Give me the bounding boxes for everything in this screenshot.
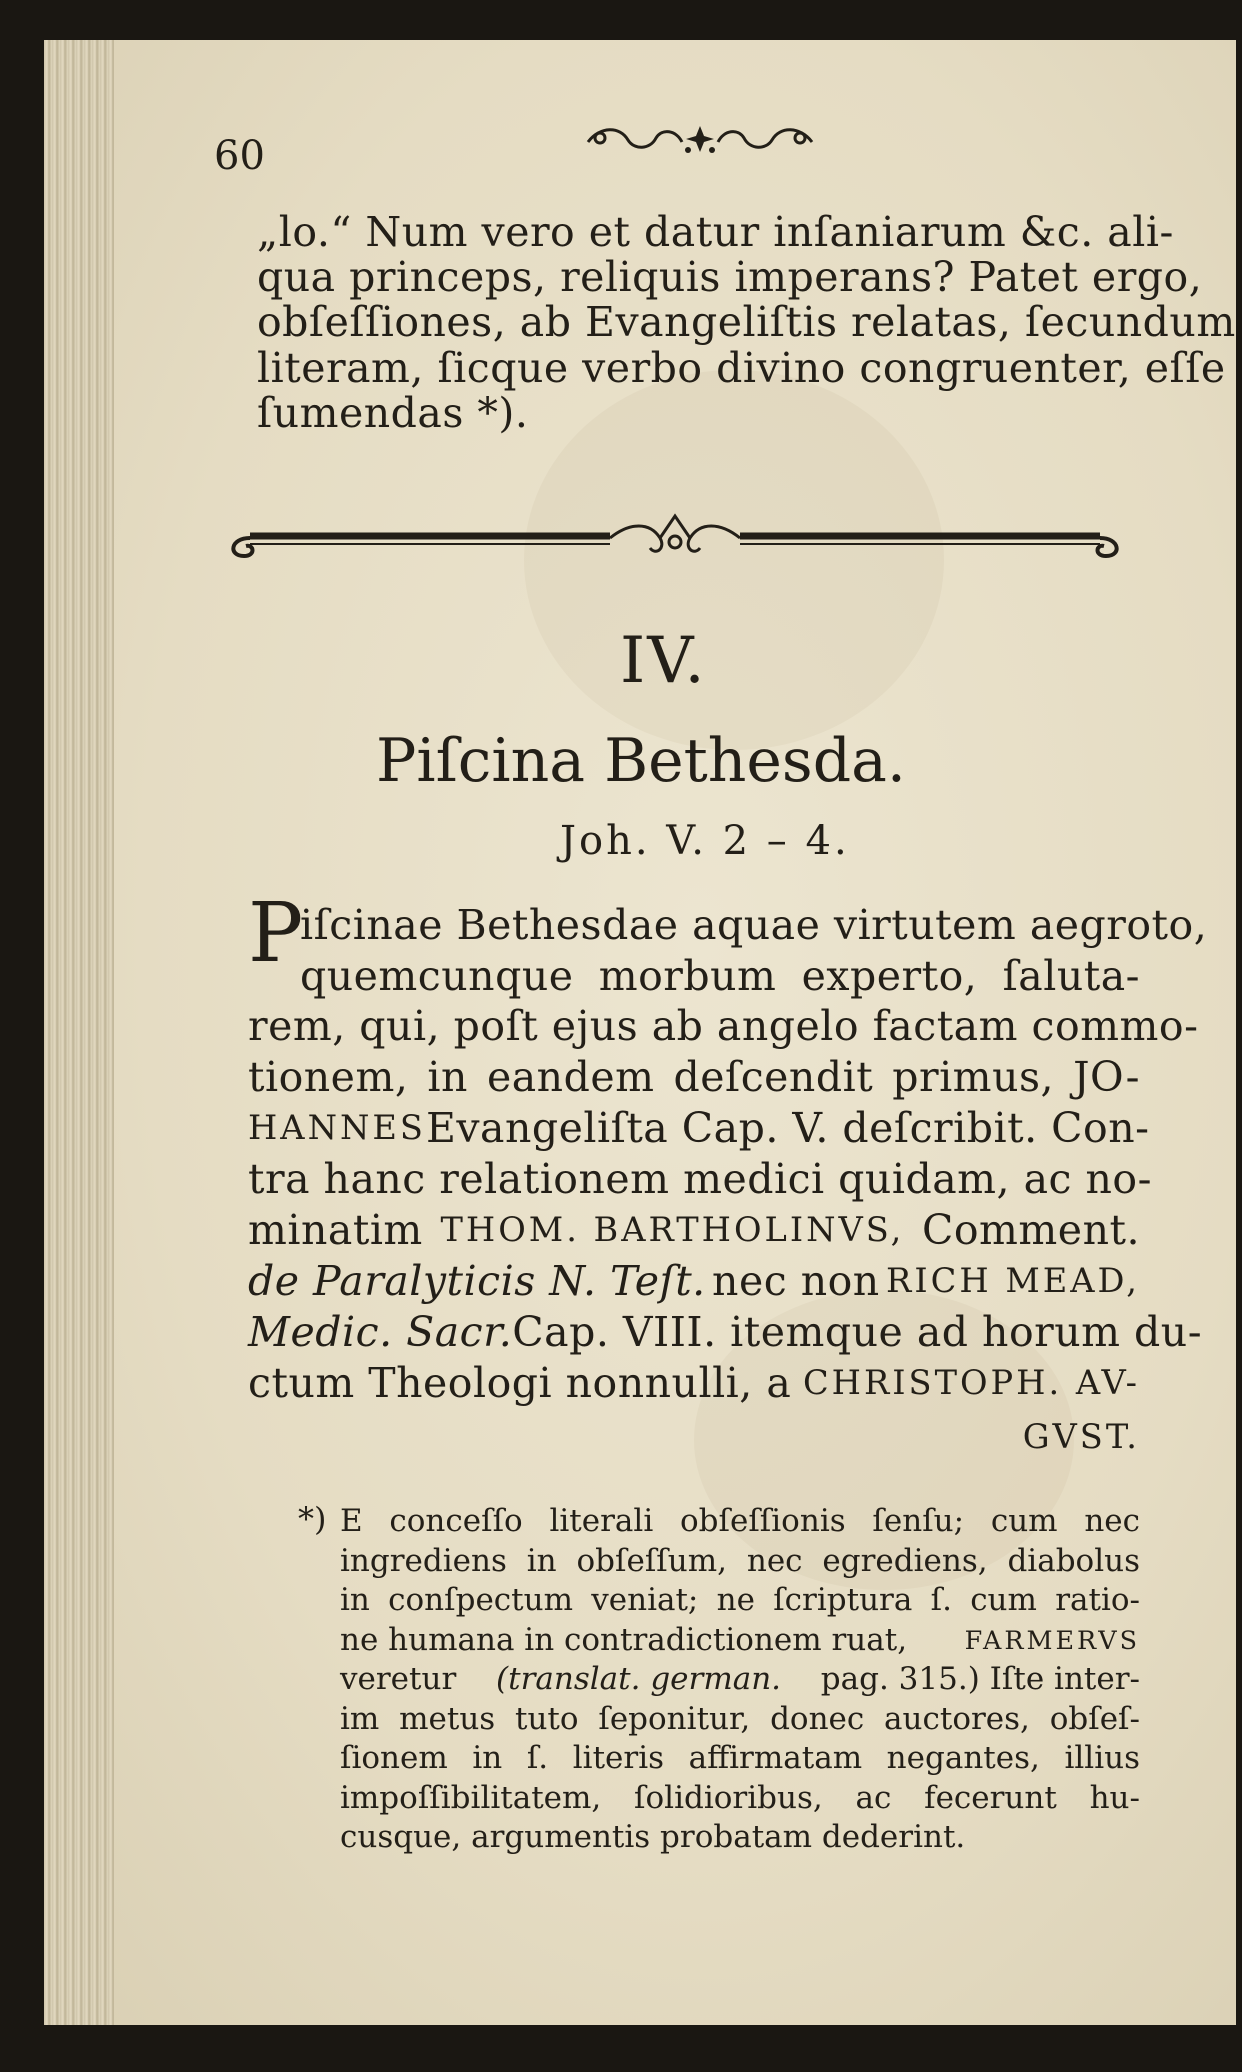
- footnote-text: E conceſſo literali obſeſſionis ſenſu; cum nec: [340, 1503, 1140, 1539]
- text-line-content: qua princeps, reliquis imperans? Patet ergo,: [257, 253, 1203, 301]
- catchword: [1000, 1414, 1140, 1457]
- footnote-text: cusque, argumentis probatam dederint.: [340, 1819, 966, 1855]
- footnote-text: impoſſibilitatem, ſolidioribus, ac fecerunt hu-: [340, 1780, 1140, 1816]
- text-line-content: literam, ſicque verbo divino congruenter, eſſe: [257, 344, 1226, 392]
- text-line: [248, 1257, 1140, 1305]
- chapter-title: Piſcina Bethesda.: [376, 726, 906, 796]
- text-line-content: tionem, in eandem deſcendit primus, JO-: [248, 1053, 1140, 1101]
- footnote-text: pag. 315.) Iſte inter-: [820, 1661, 1140, 1697]
- author-name: RICH MEAD,: [886, 1261, 1140, 1300]
- decorative-rule: [210, 508, 1140, 568]
- text-line: [248, 1002, 1199, 1050]
- work-title: de Paralyticis N. Teſt.: [248, 1257, 706, 1305]
- work-title: Medic. Sacr.: [248, 1308, 513, 1356]
- text-line: [257, 344, 1226, 392]
- text-line: [248, 1104, 1150, 1152]
- drop-cap: P: [248, 886, 304, 981]
- text-line-content: ſumendas *).: [257, 389, 529, 437]
- scripture-reference: Joh. V. 2 – 4.: [560, 818, 850, 864]
- footnote-text: im metus tuto ſeponitur, donec auctores, obſeſ-: [340, 1701, 1140, 1737]
- text-line: [300, 901, 1208, 949]
- catchword-text: GVST.: [1022, 1417, 1140, 1456]
- text-line-content: iſcinae Bethesdae aquae virtutem aegroto,: [300, 901, 1208, 949]
- text-line: [248, 1308, 1203, 1356]
- footnote-line: [340, 1503, 1140, 1539]
- page-number: 60: [214, 133, 265, 179]
- text-line: [257, 298, 1236, 346]
- footnote-line: [340, 1661, 1140, 1697]
- text-line-content: nec non: [712, 1257, 880, 1305]
- text-line-content: ctum Theologi nonnulli, a: [248, 1359, 792, 1407]
- text-line: [257, 389, 529, 437]
- footnote-text: ne humana in contradictionem ruat,: [340, 1622, 908, 1658]
- page-edge: [44, 40, 114, 2025]
- author-name: FARMERVS: [964, 1625, 1140, 1655]
- footnote-line: [340, 1740, 1140, 1776]
- text-line: [257, 253, 1203, 301]
- text-line: [248, 1206, 1140, 1254]
- footnote-text: ingrediens in obſeſſum, nec egrediens, diabolus: [340, 1543, 1140, 1579]
- footnote-line: [340, 1622, 1140, 1658]
- text-line-content: Evangeliſta Cap. V. deſcribit. Con-: [425, 1104, 1150, 1152]
- author-name: HANNES: [248, 1108, 426, 1147]
- footnote-text: ſionem in ſ. literis affirmatam negantes, illius: [340, 1740, 1140, 1776]
- footnote-line: [340, 1701, 1140, 1737]
- footnote-marker: *): [298, 1500, 327, 1538]
- text-line: [257, 208, 1174, 256]
- text-line-content: Cap. VIII. itemque ad horum du-: [512, 1308, 1203, 1356]
- footnote-text: veretur: [340, 1661, 457, 1697]
- footnote-line: [340, 1780, 1140, 1816]
- text-line: [248, 1053, 1140, 1101]
- text-line-content: „lo.“ Num vero et datur inſaniarum &c. ali-: [257, 208, 1174, 256]
- text-line-content: quemcunque morbum experto, ſaluta-: [300, 952, 1140, 1000]
- text-line-content: Comment.: [922, 1206, 1140, 1254]
- work-title: (translat. german.: [496, 1661, 782, 1697]
- footnote-line: [340, 1582, 1140, 1618]
- header-ornament: [580, 122, 820, 156]
- author-name: CHRISTOPH. AV-: [802, 1363, 1140, 1402]
- text-line: [248, 1359, 1140, 1407]
- footnote-text: in conſpectum veniat; ne ſcriptura ſ. cum ratio-: [340, 1582, 1140, 1618]
- text-line-content: minatim: [248, 1206, 423, 1254]
- text-line: [300, 952, 1140, 1000]
- text-line: [248, 1155, 1152, 1203]
- footnote-line: [340, 1543, 1140, 1579]
- footnote-line: [340, 1819, 966, 1855]
- author-name: THOM. BARTHOLINVS,: [440, 1210, 905, 1249]
- text-line-content: tra hanc relationem medici quidam, ac no-: [248, 1155, 1152, 1203]
- text-line-content: obſeſſiones, ab Evangeliſtis relatas, ſecundum: [257, 298, 1236, 346]
- chapter-numeral: IV.: [620, 624, 707, 698]
- text-line-content: rem, qui, poſt ejus ab angelo factam commo-: [248, 1002, 1199, 1050]
